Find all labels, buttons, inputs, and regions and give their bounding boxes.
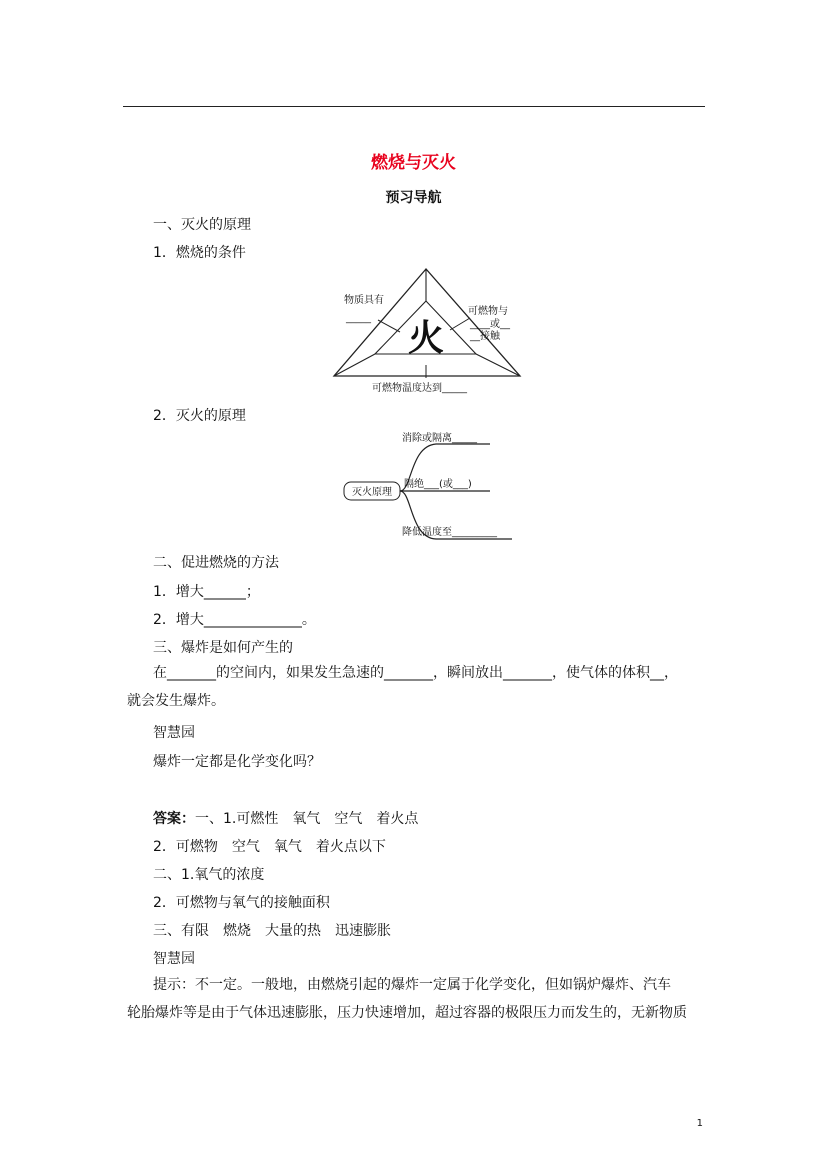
- document-title: 燃烧与灭火: [371, 153, 456, 173]
- triangle-left-label: 物质具有: [344, 295, 384, 306]
- s2-item2: 2．增大______________。: [153, 612, 316, 628]
- s1-item1: 1．燃烧的条件: [153, 245, 246, 261]
- s3-heading: 三、爆炸是如何产生的: [153, 640, 293, 656]
- mindmap-center-label: 灭火原理: [352, 487, 392, 498]
- mindmap-branch3: 降低温度至_________: [402, 527, 497, 538]
- s3-para-line2: 就会发生爆炸。: [127, 693, 225, 709]
- wisdom-question: 爆炸一定都是化学变化吗？: [153, 754, 321, 770]
- s1-heading: 一、灭火的原理: [153, 217, 251, 233]
- answer-label: 答案：: [153, 811, 195, 827]
- answer-a4: 2．可燃物与氧气的接触面积: [153, 895, 330, 911]
- answer-a2: 2．可燃物 空气 氧气 着火点以下: [153, 839, 386, 855]
- mindmap-branch1: 消除或隔离_____: [402, 433, 477, 444]
- triangle-bottom-label: 可燃物温度达到_____: [372, 383, 467, 394]
- s2-item1: 1．增大______；: [153, 584, 260, 600]
- answer-hint-line2: 轮胎爆炸等是由于气体迅速膨胀，压力快速增加，超过容器的极限压力而发生的，无新物质: [127, 1005, 687, 1021]
- s2-heading: 二、促进燃烧的方法: [153, 555, 279, 571]
- wisdom-heading: 智慧园: [153, 725, 195, 741]
- answer-a1: 一、1.可燃性 氧气 空气 着火点: [195, 811, 419, 827]
- answer-line1: [153, 808, 418, 828]
- triangle-right-line2: ____或__: [470, 319, 510, 330]
- fire-glyph: 火: [407, 318, 445, 359]
- answer-a3: 二、1.氧气的浓度: [153, 867, 265, 883]
- answer-a5: 三、有限 燃烧 大量的热 迅速膨胀: [153, 923, 391, 939]
- triangle-right-line1: 可燃物与: [468, 306, 508, 317]
- header-rule: [123, 106, 705, 107]
- answer-a6: 智慧园: [153, 951, 195, 967]
- answer-hint-line1: 提示：不一定。一般地，由燃烧引起的爆炸一定属于化学变化，但如锅炉爆炸、汽车: [153, 977, 671, 993]
- page-number: 1: [696, 1118, 703, 1129]
- mindmap-branch2: 隔绝___(或___): [404, 479, 472, 490]
- s1-item2: 2．灭火的原理: [153, 408, 246, 424]
- s3-paragraph: [127, 659, 707, 715]
- extinguish-mindmap: [340, 424, 520, 544]
- triangle-right-line3: __接触: [470, 331, 500, 342]
- answer-hint-paragraph: [127, 971, 707, 1027]
- section-subtitle: 预习导航: [385, 190, 442, 206]
- s3-para-line1: 在_______的空间内，如果发生急速的_______，瞬间放出_______，使气体的体积__，: [153, 665, 678, 681]
- triangle-left-blank: _____: [346, 313, 371, 324]
- fire-triangle-diagram: [330, 266, 530, 400]
